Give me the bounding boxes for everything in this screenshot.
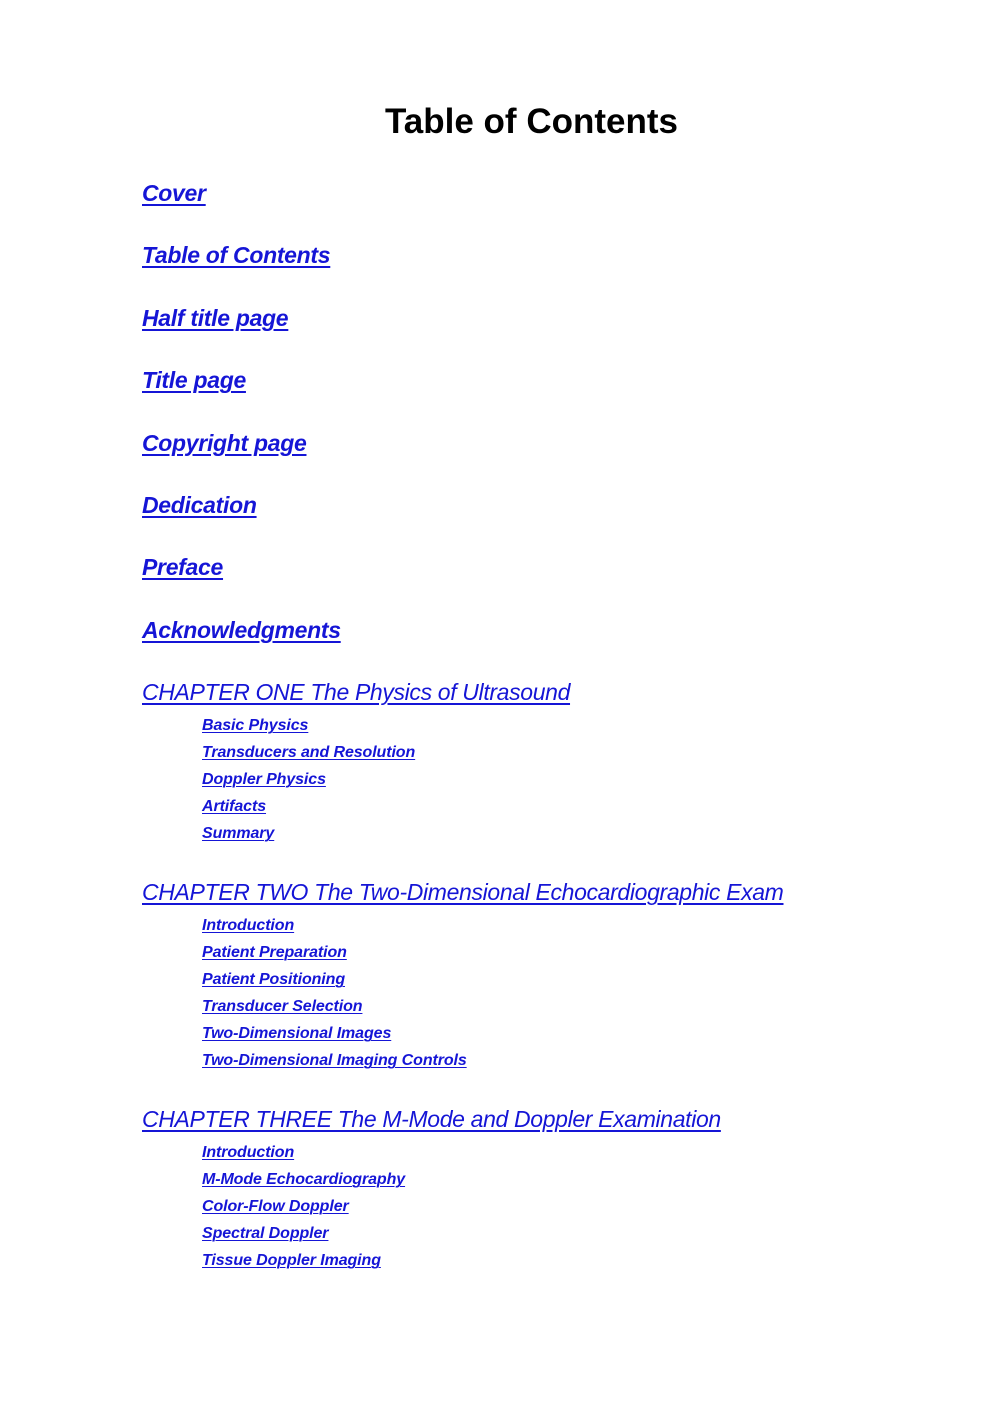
list-item: [202, 1166, 962, 1193]
toc-link-table-of-contents[interactable]: Table of Contents: [142, 242, 331, 269]
table-of-contents: [142, 178, 962, 1304]
chapter-two-block: [142, 877, 962, 1074]
toc-entry-acknowledgments: [142, 615, 962, 645]
list-item: [202, 939, 962, 966]
toc-link-cover[interactable]: Cover: [142, 180, 206, 206]
toc-entry-copyright-page: [142, 428, 962, 458]
toc-link-two-dimensional-images[interactable]: Two-Dimensional Images: [202, 1025, 392, 1043]
list-item: [202, 966, 962, 993]
toc-link-patient-preparation[interactable]: Patient Preparation: [202, 944, 347, 962]
toc-link-half-title-page[interactable]: Half title page: [142, 304, 289, 331]
chapter-three-sections: [202, 1139, 962, 1274]
toc-entry-title-page: [142, 365, 962, 395]
toc-link-introduction-ch3[interactable]: Introduction: [202, 1144, 295, 1162]
list-item: [202, 1047, 962, 1074]
toc-link-introduction-ch2[interactable]: Introduction: [202, 917, 295, 935]
list-item: [202, 1193, 962, 1220]
toc-link-preface[interactable]: Preface: [142, 554, 224, 581]
toc-link-basic-physics[interactable]: Basic Physics: [202, 717, 309, 735]
toc-link-two-dimensional-imaging-controls[interactable]: Two-Dimensional Imaging Controls: [202, 1052, 467, 1070]
page-title: Table of Contents: [385, 102, 678, 141]
toc-entry-preface: [142, 552, 962, 582]
toc-link-title-page[interactable]: Title page: [142, 367, 246, 394]
toc-link-acknowledgments[interactable]: Acknowledgments: [142, 616, 341, 643]
list-item: [202, 766, 962, 793]
chapter-two-heading: [142, 877, 962, 907]
chapter-three-block: [142, 1104, 962, 1274]
toc-link-doppler-physics[interactable]: Doppler Physics: [202, 771, 326, 789]
toc-link-artifacts[interactable]: Artifacts: [202, 798, 267, 816]
list-item: [202, 793, 962, 820]
chapter-three-heading: [142, 1104, 962, 1134]
toc-entry-half-title-page: [142, 303, 962, 333]
list-item: [202, 820, 962, 847]
chapter-one-heading: [142, 677, 962, 707]
toc-link-chapter-one[interactable]: CHAPTER ONE The Physics of Ultrasound: [142, 679, 571, 706]
list-item: [202, 739, 962, 766]
list-item: [202, 1247, 962, 1274]
list-item: [202, 993, 962, 1020]
toc-link-chapter-three[interactable]: CHAPTER THREE The M-Mode and Doppler Examination: [142, 1106, 721, 1133]
list-item: [202, 1020, 962, 1047]
chapter-one-block: [142, 677, 962, 847]
toc-link-tissue-doppler-imaging[interactable]: Tissue Doppler Imaging: [202, 1252, 381, 1270]
toc-link-dedication[interactable]: Dedication: [142, 491, 257, 518]
toc-link-color-flow-doppler[interactable]: Color-Flow Doppler: [202, 1198, 349, 1216]
toc-entry-cover: [142, 178, 962, 208]
toc-entry-dedication: [142, 490, 962, 520]
list-item: [202, 912, 962, 939]
toc-link-transducer-selection[interactable]: Transducer Selection: [202, 998, 363, 1016]
list-item: [202, 712, 962, 739]
toc-entry-table-of-contents: [142, 240, 962, 270]
list-item: [202, 1139, 962, 1166]
toc-link-chapter-two[interactable]: CHAPTER TWO The Two-Dimensional Echocardiographic Exam: [142, 879, 784, 906]
chapter-two-sections: [202, 912, 962, 1074]
toc-link-copyright-page[interactable]: Copyright page: [142, 429, 307, 456]
chapter-one-sections: [202, 712, 962, 847]
toc-link-summary[interactable]: Summary: [202, 825, 275, 843]
toc-link-spectral-doppler[interactable]: Spectral Doppler: [202, 1225, 329, 1243]
toc-link-transducers-and-resolution[interactable]: Transducers and Resolution: [202, 744, 416, 762]
list-item: [202, 1220, 962, 1247]
toc-link-patient-positioning[interactable]: Patient Positioning: [202, 971, 345, 989]
toc-link-m-mode-echocardiography[interactable]: M-Mode Echocardiography: [202, 1171, 406, 1189]
